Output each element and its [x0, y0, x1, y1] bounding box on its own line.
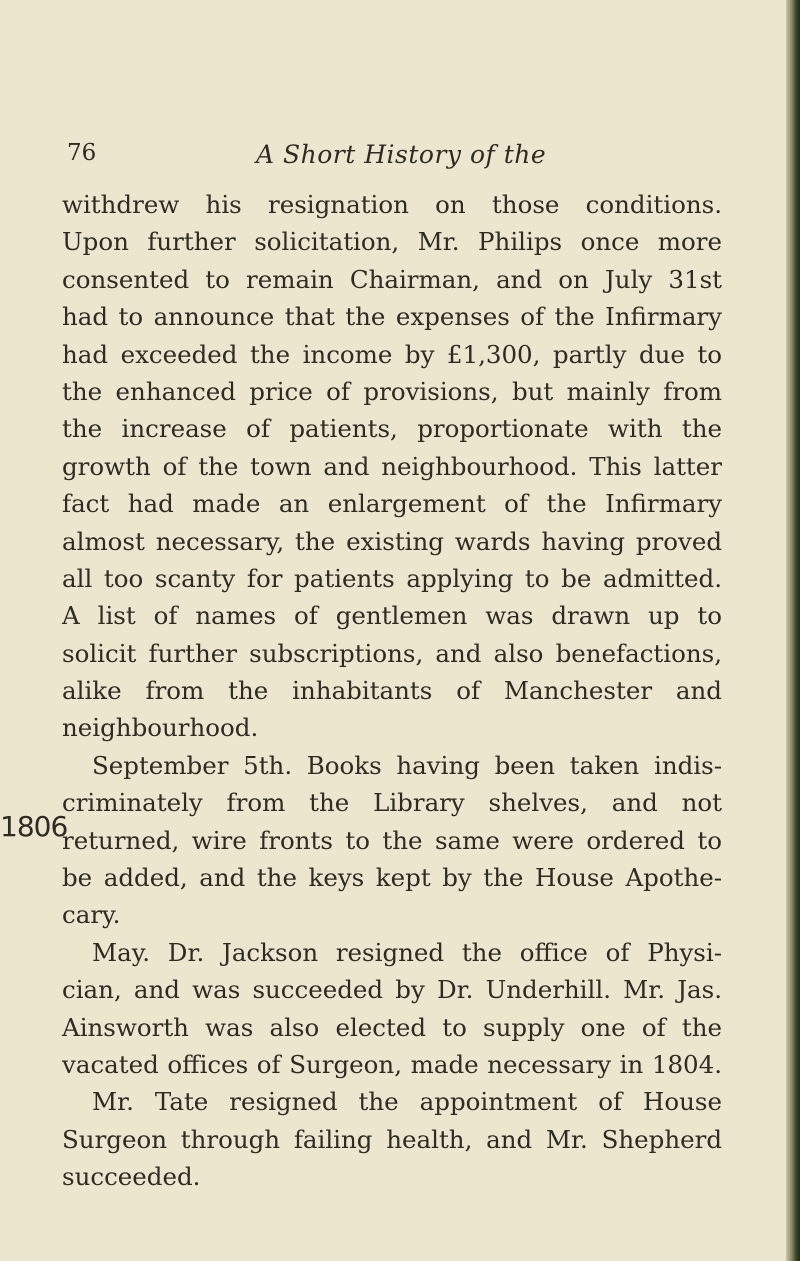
text-line: criminately from the Library shelves, and not: [62, 788, 722, 818]
text-line: be added, and the keys kept by the House Apothe-: [62, 863, 722, 893]
page-number: 76: [67, 140, 97, 166]
text-line: solicit further subscriptions, and also benefactions,: [62, 638, 722, 668]
text-line: succeeded.: [62, 1162, 201, 1192]
text-line: A list of names of gentlemen was drawn up to: [62, 601, 722, 631]
text-line: fact had made an enlargement of the Infirmary: [62, 489, 722, 519]
running-head: A Short History of the: [256, 140, 547, 169]
text-line: cian, and was succeeded by Dr. Underhill. Mr. Jas.: [62, 975, 722, 1005]
text-line: May. Dr. Jackson resigned the office of Physi-: [92, 937, 722, 967]
text-line: Ainsworth was also elected to supply one of the: [62, 1012, 722, 1042]
text-line: growth of the town and neighbourhood. This latter: [62, 451, 722, 481]
text-line: cary.: [62, 900, 121, 930]
text-line: returned, wire fronts to the same were ordered to: [62, 825, 722, 855]
page-header: [0, 140, 790, 180]
text-line: Surgeon through failing health, and Mr. Shepherd: [62, 1124, 722, 1154]
text-line: neighbourhood.: [62, 713, 259, 743]
text-line: the enhanced price of provisions, but mainly from: [62, 376, 722, 406]
text-line: withdrew his resignation on those conditions.: [62, 190, 722, 219]
text-line: the increase of patients, proportionate with the: [62, 414, 722, 444]
text-line: alike from the inhabitants of Manchester and: [62, 676, 722, 706]
text-line: all too scanty for patients applying to be admitted.: [62, 563, 722, 593]
text-line: almost necessary, the existing wards having proved: [62, 526, 722, 556]
text-line: vacated offices of Surgeon, made necessary in 1804.: [62, 1049, 722, 1079]
page-edge: [786, 0, 800, 1261]
text-line: September 5th. Books having been taken indis-: [92, 750, 722, 780]
text-line: consented to remain Chairman, and on July 31st: [62, 264, 722, 294]
text-line: Mr. Tate resigned the appointment of House: [92, 1087, 722, 1117]
text-line: Upon further solicitation, Mr. Philips once more: [62, 227, 722, 257]
text-line: had exceeded the income by £1,300, partly due to: [62, 339, 722, 369]
text-line: had to announce that the expenses of the Infirmary: [62, 302, 722, 332]
margin-year-note: 1806: [0, 810, 68, 843]
body-text: [62, 186, 722, 1196]
